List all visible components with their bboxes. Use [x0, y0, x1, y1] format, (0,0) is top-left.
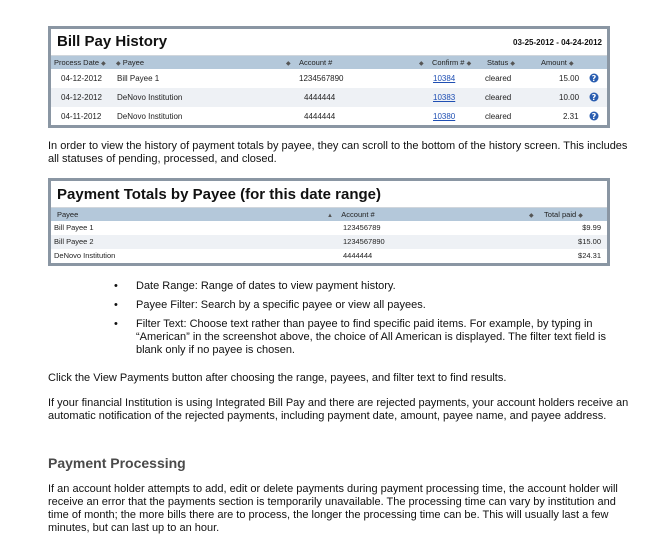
bill-pay-column-headers: [51, 56, 607, 69]
list-item: [112, 318, 632, 357]
row-amount: 10.00: [559, 93, 580, 102]
table-row: [51, 221, 607, 235]
col-process-date-label: Process Date: [54, 58, 100, 67]
bill-pay-header: [51, 29, 607, 56]
row-payee: DeNovo Institution: [117, 112, 183, 121]
row-date: 04-12-2012: [61, 93, 102, 102]
list-item: [112, 280, 632, 293]
col-account-label: Account #: [341, 210, 375, 219]
col-total[interactable]: [529, 210, 583, 219]
help-question-icon[interactable]: [589, 73, 599, 83]
col-account-label: Account #: [298, 58, 333, 67]
col-process-date[interactable]: [54, 58, 106, 67]
sort-arrows-icon: ◆: [286, 61, 291, 67]
row-account: 1234567890: [299, 74, 344, 83]
help-question-icon[interactable]: [589, 92, 599, 102]
row-confirm[interactable]: [433, 93, 455, 102]
confirm-link[interactable]: 10380: [433, 112, 456, 121]
col-status-label: Status: [487, 58, 509, 67]
row-payee: DeNovo Institution: [117, 93, 183, 102]
row-payee: Bill Payee 2: [54, 237, 94, 246]
col-payee-label: Payee: [122, 58, 144, 67]
bill-pay-title: Bill Pay History: [57, 33, 168, 50]
bill-pay-date-range: 03-25-2012 - 04-24-2012: [513, 38, 602, 47]
view-payments-paragraph: Click the View Payments button after choosing the range, payees, and filter text to find results.: [48, 372, 507, 384]
row-amount: 15.00: [559, 74, 580, 83]
svg-text:?: ?: [591, 93, 597, 102]
col-status[interactable]: [487, 58, 515, 67]
payment-totals-panel: [48, 178, 610, 266]
help-question-icon[interactable]: [589, 111, 599, 121]
col-total-label: Total paid: [544, 210, 577, 219]
table-row: [51, 249, 607, 263]
col-payee[interactable]: [116, 58, 144, 67]
row-status: cleared: [485, 112, 512, 121]
row-account: 1234567890: [343, 237, 385, 246]
sort-arrows-icon: ◆: [116, 61, 121, 67]
row-confirm[interactable]: [433, 74, 455, 83]
bullet-dot: •: [114, 318, 118, 330]
table-row: [51, 107, 607, 126]
confirm-link[interactable]: 10383: [433, 93, 456, 102]
options-bullet-list: [112, 280, 632, 363]
col-payee[interactable]: Payee: [57, 210, 79, 219]
sort-arrows-icon: ◆: [510, 61, 515, 67]
bill-pay-history-panel: [48, 26, 610, 128]
sort-arrows-icon: ◆: [419, 61, 424, 67]
row-date: 04-11-2012: [61, 112, 102, 121]
col-account[interactable]: [327, 210, 375, 219]
bullet-text: Date Range: Range of dates to view payment history.: [136, 280, 396, 292]
payment-processing-paragraph: If an account holder attempts to add, edit or delete payments during payment processing time, the account holder will receive an error that the payments section is temporarily unavailable. The processing time can vary by institution and time of month; the more bills there are to process, the longer the processing time can be. This will usually last a few minutes, but can last up to an hour.: [48, 483, 618, 534]
payment-processing-heading: Payment Processing: [48, 455, 186, 471]
row-payee: DeNovo Institution: [54, 251, 116, 260]
svg-text:?: ?: [591, 112, 597, 121]
col-confirm-label: Confirm #: [431, 58, 465, 67]
sort-arrows-icon: ◆: [101, 61, 106, 67]
table-row: [51, 88, 607, 107]
col-amount-label: Amount: [541, 58, 567, 67]
row-total: $9.99: [582, 223, 601, 232]
col-account[interactable]: [286, 58, 332, 67]
row-status: cleared: [485, 74, 512, 83]
sort-up-icon: ▲: [327, 213, 333, 219]
row-confirm[interactable]: [433, 112, 455, 121]
sort-arrows-icon: ◆: [578, 213, 583, 219]
payment-totals-column-headers: [51, 208, 607, 221]
row-amount: 2.31: [563, 112, 579, 121]
row-payee: Bill Payee 1: [54, 223, 94, 232]
svg-text:?: ?: [591, 74, 597, 83]
integrated-bill-pay-paragraph: If your financial Institution is using Integrated Bill Pay and there are rejected payments, your account holders receive an automatic notification of the rejected payments, including payment date, amount, payee name, and payee address.: [48, 397, 629, 422]
sort-arrows-icon: ◆: [568, 61, 574, 67]
row-payee: Bill Payee 1: [117, 74, 160, 83]
table-row: [51, 69, 607, 88]
list-item: [112, 299, 632, 312]
row-account: 4444444: [343, 251, 373, 260]
row-date: 04-12-2012: [61, 74, 102, 83]
row-account: 4444444: [304, 112, 336, 121]
sort-arrows-icon: ◆: [466, 61, 472, 67]
confirm-link[interactable]: 10384: [433, 74, 456, 83]
row-status: cleared: [485, 93, 512, 102]
sort-arrows-icon: ◆: [529, 213, 534, 219]
bullet-text: Payee Filter: Search by a specific payee or view all payees.: [136, 299, 426, 311]
table-row: [51, 235, 607, 249]
col-confirm[interactable]: [419, 58, 471, 67]
row-total: $24.31: [578, 251, 601, 260]
row-total: $15.00: [578, 237, 601, 246]
payment-totals-header: [51, 181, 607, 208]
row-account: 4444444: [304, 93, 336, 102]
bullet-dot: •: [114, 299, 118, 311]
bullet-text: Filter Text: Choose text rather than payee to find specific paid items. For example, by typing in “American” in the screenshot above, the choice of All American is displayed. The filter text field is blank only if no payee is chosen.: [136, 318, 606, 356]
intro-paragraph: In order to view the history of payment totals by payee, they can scroll to the bottom of the history screen. This includes all statuses of pending, processed, and closed.: [48, 140, 628, 165]
col-amount[interactable]: [541, 58, 574, 67]
bullet-dot: •: [114, 280, 118, 292]
payment-totals-title: Payment Totals by Payee (for this date range): [57, 186, 381, 203]
row-account: 123456789: [343, 223, 381, 232]
